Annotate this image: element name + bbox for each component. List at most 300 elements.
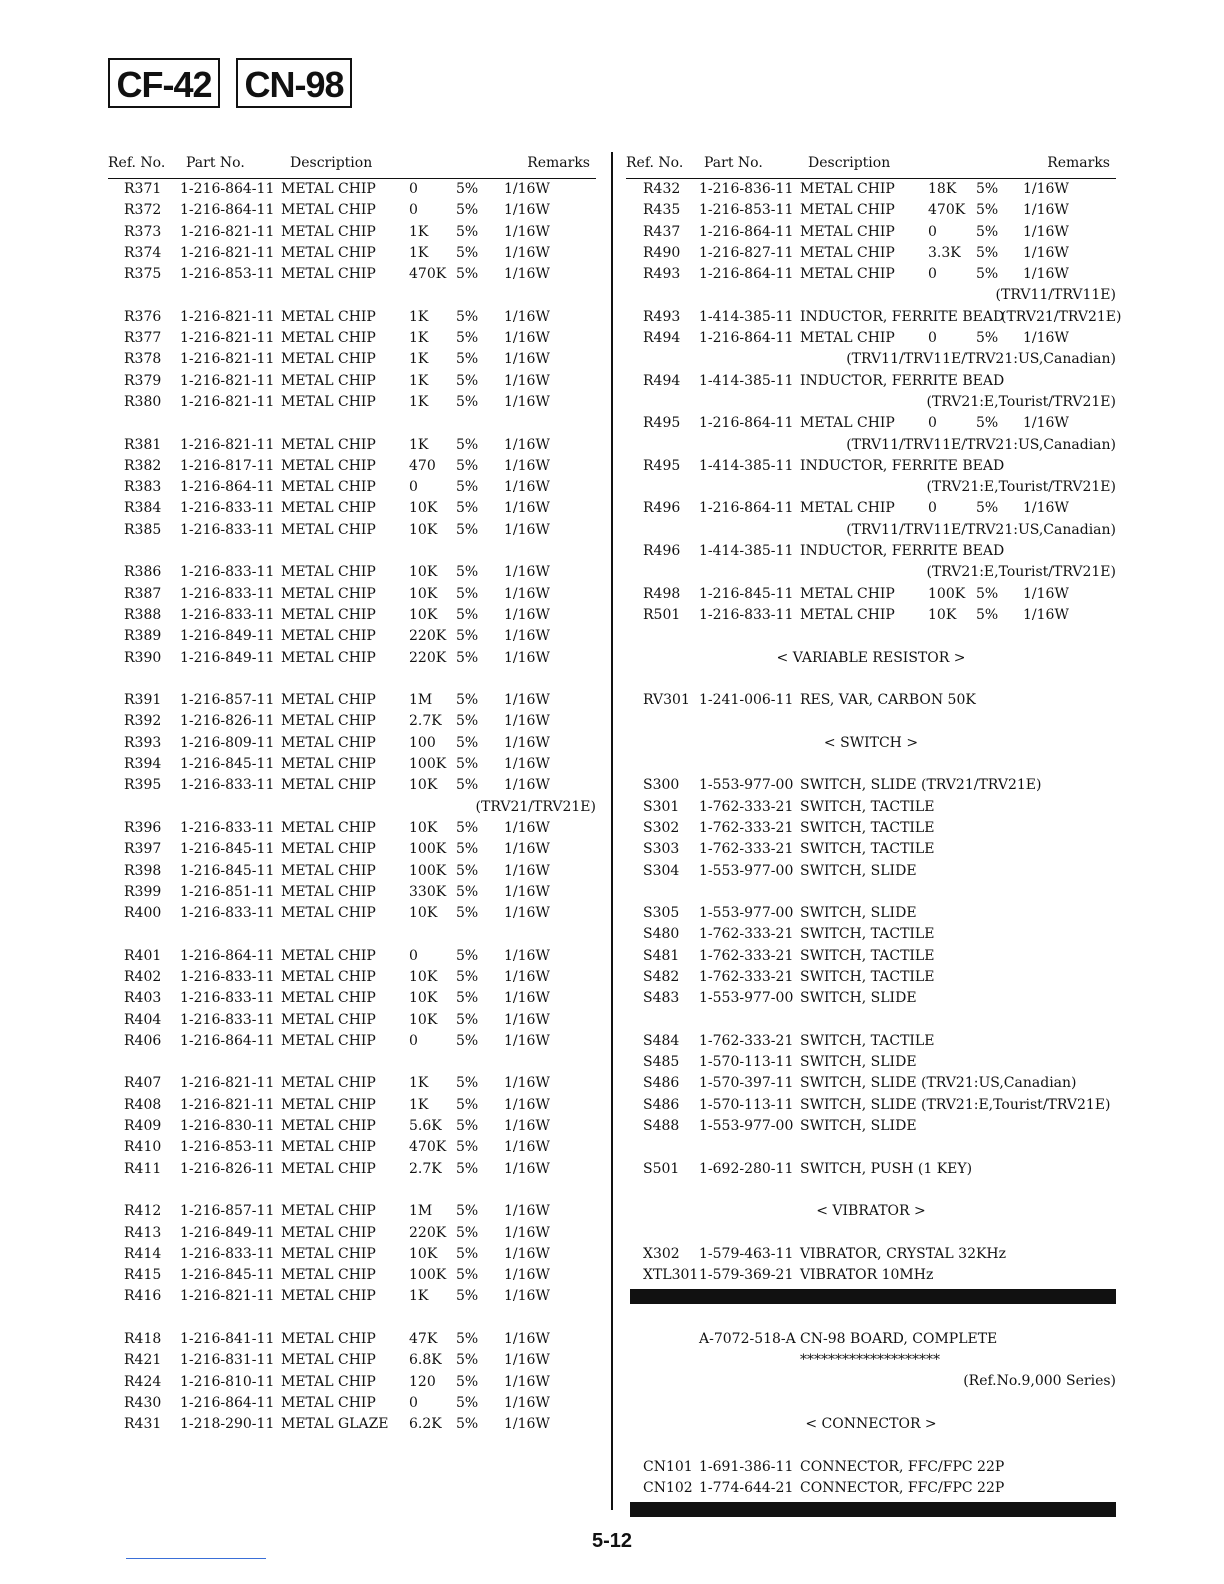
power-cell: 1/16W xyxy=(1023,415,1069,432)
tolerance-cell: 5% xyxy=(456,1096,479,1113)
power-cell: 1/16W xyxy=(504,585,550,602)
part-no-cell: 1-216-830-11 xyxy=(180,1118,275,1135)
value-cell: 10K xyxy=(409,905,438,922)
table-row xyxy=(108,988,596,1009)
power-cell: 1/16W xyxy=(504,351,550,368)
table-row xyxy=(108,1137,596,1158)
part-no-cell: 1-570-397-11 xyxy=(699,1075,794,1092)
table-row xyxy=(108,1116,596,1137)
tolerance-cell: 5% xyxy=(456,1352,479,1369)
part-no-cell: 1-216-833-11 xyxy=(180,500,275,517)
value-cell: 220K xyxy=(409,649,447,666)
ref-cell: R403 xyxy=(124,990,162,1007)
table-row xyxy=(626,818,1116,839)
ref-cell: R384 xyxy=(124,500,162,517)
description-cell: SWITCH, SLIDE xyxy=(800,905,917,922)
table-row xyxy=(108,1095,596,1116)
description-cell: METAL CHIP xyxy=(281,1288,376,1305)
value-cell: 100 xyxy=(409,734,436,751)
value-cell: 0 xyxy=(928,500,937,517)
value-cell: 10K xyxy=(409,990,438,1007)
power-cell: 1/16W xyxy=(504,500,550,517)
table-row xyxy=(626,541,1116,562)
section-heading: < SWITCH > xyxy=(823,734,919,751)
ref-cell: CN101 xyxy=(643,1458,693,1475)
power-cell: 1/16W xyxy=(1023,330,1069,347)
description-cell: INDUCTOR, FERRITE BEAD xyxy=(800,308,1005,325)
value-cell: 470K xyxy=(409,1139,447,1156)
value-cell: 47K xyxy=(409,1331,438,1348)
value-cell: 100K xyxy=(928,585,966,602)
ref-cell: R373 xyxy=(124,223,162,240)
description-cell: SWITCH, SLIDE (TRV21/TRV21E) xyxy=(800,777,1042,794)
power-cell: 1/16W xyxy=(1023,606,1069,623)
row-remark: (TRV11/TRV11E/TRV21:US,Canadian) xyxy=(846,351,1116,368)
ref-cell: R402 xyxy=(124,968,162,985)
description-cell: METAL CHIP xyxy=(281,606,376,623)
description-cell: INDUCTOR, FERRITE BEAD xyxy=(800,457,1005,474)
tolerance-cell: 5% xyxy=(456,521,479,538)
power-cell: 1/16W xyxy=(504,1352,550,1369)
ref-cell: R379 xyxy=(124,372,162,389)
header-remarks: Remarks xyxy=(1047,155,1110,171)
description-cell: SWITCH, SLIDE (TRV21:E,Tourist/TRV21E) xyxy=(800,1096,1111,1113)
row-spacer xyxy=(108,285,596,306)
value-cell: 10K xyxy=(409,606,438,623)
ref-cell: R381 xyxy=(124,436,162,453)
ref-cell: CN102 xyxy=(643,1479,693,1496)
power-cell: 1/16W xyxy=(504,1331,550,1348)
ref-cell: R410 xyxy=(124,1139,162,1156)
part-no-cell: 1-216-849-11 xyxy=(180,1224,275,1241)
tolerance-cell: 5% xyxy=(456,308,479,325)
power-cell: 1/16W xyxy=(504,628,550,645)
part-no-cell: 1-553-977-00 xyxy=(699,990,794,1007)
description-cell: SWITCH, TACTILE xyxy=(800,926,935,943)
ref-cell: R406 xyxy=(124,1032,162,1049)
section-bar xyxy=(630,1289,1116,1304)
table-row xyxy=(626,988,1116,1009)
table-row xyxy=(108,520,596,541)
tolerance-cell: 5% xyxy=(456,457,479,474)
description-cell: CONNECTOR, FFC/FPC 22P xyxy=(800,1479,1005,1496)
value-cell: 1K xyxy=(409,1288,429,1305)
ref-cell: R380 xyxy=(124,393,162,410)
part-no-cell: 1-216-826-11 xyxy=(180,713,275,730)
value-cell: 1K xyxy=(409,1075,429,1092)
part-no-cell: 1-216-857-11 xyxy=(180,1203,275,1220)
table-row xyxy=(626,967,1116,988)
table-row xyxy=(108,1031,596,1052)
part-no-cell: 1-216-810-11 xyxy=(180,1373,275,1390)
part-no-cell: 1-216-864-11 xyxy=(699,330,794,347)
table-row xyxy=(108,1393,596,1414)
row-remark: (Ref.No.9,000 Series) xyxy=(963,1373,1116,1390)
ref-cell: R414 xyxy=(124,1245,162,1262)
power-cell: 1/16W xyxy=(504,223,550,240)
part-no-cell: 1-216-845-11 xyxy=(180,862,275,879)
value-cell: 0 xyxy=(409,1032,418,1049)
ref-cell: S300 xyxy=(643,777,680,794)
ref-cell: R493 xyxy=(643,266,681,283)
table-row xyxy=(108,711,596,732)
power-cell: 1/16W xyxy=(504,1160,550,1177)
row-spacer xyxy=(108,1180,596,1201)
table-row xyxy=(626,179,1116,200)
ref-cell: S482 xyxy=(643,968,680,985)
value-cell: 5.6K xyxy=(409,1118,442,1135)
description-cell: METAL CHIP xyxy=(800,585,895,602)
power-cell: 1/16W xyxy=(504,606,550,623)
parts-list-right xyxy=(626,179,1122,1517)
part-no-cell: 1-216-849-11 xyxy=(180,628,275,645)
ref-cell: R496 xyxy=(643,543,681,560)
model-badge-cf42: CF-42 xyxy=(108,58,220,108)
table-row xyxy=(626,328,1116,349)
tolerance-cell: 5% xyxy=(456,713,479,730)
value-cell: 470K xyxy=(409,266,447,283)
table-row xyxy=(626,1244,1116,1265)
part-no-cell: 1-216-853-11 xyxy=(180,1139,275,1156)
ref-cell: S485 xyxy=(643,1054,680,1071)
description-cell: METAL CHIP xyxy=(281,351,376,368)
description-cell: SWITCH, TACTILE xyxy=(800,947,935,964)
description-cell: METAL CHIP xyxy=(281,628,376,645)
table-row xyxy=(108,456,596,477)
value-cell: 0 xyxy=(409,181,418,197)
tolerance-cell: 5% xyxy=(976,606,999,623)
power-cell: 1/16W xyxy=(504,181,550,197)
power-cell: 1/16W xyxy=(504,649,550,666)
tolerance-cell: 5% xyxy=(456,1267,479,1284)
part-no-cell: 1-216-821-11 xyxy=(180,393,275,410)
part-no-cell: 1-216-821-11 xyxy=(180,1288,275,1305)
power-cell: 1/16W xyxy=(1023,181,1069,197)
power-cell: 1/16W xyxy=(504,457,550,474)
table-row xyxy=(626,903,1116,924)
description-cell: METAL CHIP xyxy=(281,649,376,666)
ref-cell: R493 xyxy=(643,308,681,325)
power-cell: 1/16W xyxy=(504,692,550,709)
ref-cell: S484 xyxy=(643,1032,680,1049)
ref-cell: R407 xyxy=(124,1075,162,1092)
table-row xyxy=(108,243,596,264)
ref-cell: S483 xyxy=(643,990,680,1007)
description-cell: METAL CHIP xyxy=(281,1011,376,1028)
tolerance-cell: 5% xyxy=(456,372,479,389)
value-cell: 1K xyxy=(409,1096,429,1113)
description-cell: METAL CHIP xyxy=(281,564,376,581)
tolerance-cell: 5% xyxy=(976,585,999,602)
part-no-cell: 1-216-831-11 xyxy=(180,1352,275,1369)
table-row xyxy=(626,1095,1116,1116)
table-row xyxy=(108,584,596,605)
ref-cell: R371 xyxy=(124,181,162,197)
description-cell: CN-98 BOARD, COMPLETE xyxy=(800,1330,998,1347)
part-no-cell: 1-414-385-11 xyxy=(699,457,794,474)
part-no-cell: 1-216-833-11 xyxy=(180,777,275,794)
section-heading: < VARIABLE RESISTOR > xyxy=(776,649,966,666)
part-no-cell: 1-216-845-11 xyxy=(180,841,275,858)
description-cell: METAL CHIP xyxy=(281,500,376,517)
row-spacer xyxy=(626,1223,1116,1244)
part-no-cell: 1-216-826-11 xyxy=(180,1160,275,1177)
part-no-cell: 1-579-463-11 xyxy=(699,1245,794,1262)
row-spacer xyxy=(626,1435,1116,1456)
table-row xyxy=(108,946,596,967)
ref-cell: R400 xyxy=(124,905,162,922)
part-no-cell: 1-216-833-11 xyxy=(180,819,275,836)
part-no-cell: 1-216-845-11 xyxy=(180,1267,275,1284)
description-cell: SWITCH, TACTILE xyxy=(800,968,935,985)
description-cell: SWITCH, TACTILE xyxy=(800,1032,935,1049)
part-no-cell: 1-216-833-11 xyxy=(180,1011,275,1028)
ref-cell: R376 xyxy=(124,308,162,325)
description-cell: METAL CHIP xyxy=(281,266,376,283)
ref-cell: R387 xyxy=(124,585,162,602)
description-cell: METAL CHIP xyxy=(281,244,376,261)
ref-cell: R377 xyxy=(124,330,162,347)
part-no-cell: 1-553-977-00 xyxy=(699,1118,794,1135)
ref-cell: R495 xyxy=(643,457,681,474)
description-cell: METAL CHIP xyxy=(281,1331,376,1348)
power-cell: 1/16W xyxy=(504,1011,550,1028)
column-header xyxy=(626,152,1116,179)
part-no-cell: 1-216-833-11 xyxy=(180,585,275,602)
description-cell: METAL CHIP xyxy=(281,1267,376,1284)
tolerance-cell: 5% xyxy=(456,1224,479,1241)
part-no-cell: 1-216-841-11 xyxy=(180,1331,275,1348)
description-cell: METAL CHIP xyxy=(800,181,895,197)
ref-cell: S305 xyxy=(643,905,680,922)
power-cell: 1/16W xyxy=(504,841,550,858)
table-row xyxy=(108,967,596,988)
table-row xyxy=(108,733,596,754)
table-row xyxy=(626,584,1116,605)
table-row xyxy=(108,1350,596,1371)
ref-cell: R383 xyxy=(124,479,162,496)
part-no-cell: 1-216-851-11 xyxy=(180,883,275,900)
page-number: 5-12 xyxy=(591,1530,633,1552)
table-row xyxy=(108,690,596,711)
part-no-cell: 1-762-333-21 xyxy=(699,947,794,964)
value-cell: 1K xyxy=(409,244,429,261)
section-bar xyxy=(630,1502,1116,1517)
power-cell: 1/16W xyxy=(1023,223,1069,240)
description-cell: SWITCH, TACTILE xyxy=(800,819,935,836)
table-row xyxy=(626,690,1116,711)
description-cell: METAL CHIP xyxy=(281,947,376,964)
part-no-cell: 1-216-853-11 xyxy=(180,266,275,283)
part-no-cell: 1-216-833-11 xyxy=(180,990,275,1007)
table-row xyxy=(626,1159,1116,1180)
part-no-cell: 1-414-385-11 xyxy=(699,543,794,560)
table-row xyxy=(108,392,596,413)
tolerance-cell: 5% xyxy=(456,181,479,197)
row-spacer xyxy=(108,669,596,690)
description-cell: SWITCH, PUSH (1 KEY) xyxy=(800,1160,973,1177)
ref-cell: R437 xyxy=(643,223,681,240)
power-cell: 1/16W xyxy=(504,756,550,773)
ref-cell: S302 xyxy=(643,819,680,836)
tolerance-cell: 5% xyxy=(456,1032,479,1049)
table-row xyxy=(108,1286,596,1307)
value-cell: 470K xyxy=(928,202,966,219)
tolerance-cell: 5% xyxy=(456,244,479,261)
tolerance-cell: 5% xyxy=(456,585,479,602)
part-no-cell: 1-216-864-11 xyxy=(180,202,275,219)
tolerance-cell: 5% xyxy=(456,223,479,240)
ref-cell: XTL301 xyxy=(643,1267,699,1284)
part-no-cell: 1-216-836-11 xyxy=(699,181,794,197)
part-no-cell: 1-216-827-11 xyxy=(699,244,794,261)
part-no-cell: 1-216-821-11 xyxy=(180,308,275,325)
tolerance-cell: 5% xyxy=(456,756,479,773)
table-row xyxy=(626,413,1116,434)
row-spacer xyxy=(626,711,1116,732)
table-row xyxy=(626,307,1122,328)
tolerance-cell: 5% xyxy=(456,500,479,517)
tolerance-cell: 5% xyxy=(456,1394,479,1411)
description-cell: VIBRATOR 10MHz xyxy=(800,1267,934,1284)
description-cell: METAL CHIP xyxy=(281,734,376,751)
table-row xyxy=(108,222,596,243)
tolerance-cell: 5% xyxy=(976,223,999,240)
power-cell: 1/16W xyxy=(504,393,550,410)
part-no-cell: 1-216-833-11 xyxy=(699,606,794,623)
part-no-cell: A-7072-518-A xyxy=(699,1330,796,1347)
description-cell: METAL CHIP xyxy=(281,1096,376,1113)
ref-cell: R490 xyxy=(643,244,681,261)
power-cell: 1/16W xyxy=(504,1075,550,1092)
part-no-cell: 1-762-333-21 xyxy=(699,926,794,943)
description-cell: SWITCH, TACTILE xyxy=(800,798,935,815)
description-cell: METAL CHIP xyxy=(281,1224,376,1241)
table-row xyxy=(108,371,596,392)
power-cell: 1/16W xyxy=(504,990,550,1007)
power-cell: 1/16W xyxy=(504,266,550,283)
table-row xyxy=(626,243,1116,264)
ref-cell: S303 xyxy=(643,841,680,858)
description-cell: METAL CHIP xyxy=(800,415,895,432)
row-remark: (TRV11/TRV11E/TRV21:US,Canadian) xyxy=(846,521,1116,538)
part-no-cell: 1-216-833-11 xyxy=(180,905,275,922)
ref-cell: R412 xyxy=(124,1203,162,1220)
ref-cell: S304 xyxy=(643,862,680,879)
value-cell: 10K xyxy=(409,1011,438,1028)
description-cell: VIBRATOR, CRYSTAL 32KHz xyxy=(800,1245,1007,1262)
table-row xyxy=(626,605,1116,626)
asterisk-rule: ******************** xyxy=(800,1352,940,1369)
value-cell: 10K xyxy=(409,585,438,602)
header-remarks: Remarks xyxy=(527,155,590,171)
tolerance-cell: 5% xyxy=(456,1288,479,1305)
description-cell: METAL CHIP xyxy=(281,479,376,496)
table-row xyxy=(626,1052,1116,1073)
part-no-cell: 1-216-821-11 xyxy=(180,372,275,389)
description-cell: METAL CHIP xyxy=(281,905,376,922)
part-no-cell: 1-216-864-11 xyxy=(180,1394,275,1411)
tolerance-cell: 5% xyxy=(456,1245,479,1262)
ref-cell: R498 xyxy=(643,585,681,602)
power-cell: 1/16W xyxy=(504,1245,550,1262)
part-no-cell: 1-216-853-11 xyxy=(699,202,794,219)
ref-cell: R421 xyxy=(124,1352,162,1369)
parts-list-left xyxy=(108,179,596,1436)
table-row xyxy=(626,264,1116,285)
value-cell: 120 xyxy=(409,1373,436,1390)
value-cell: 10K xyxy=(409,777,438,794)
table-row xyxy=(626,498,1116,519)
tolerance-cell: 5% xyxy=(456,1075,479,1092)
table-row xyxy=(626,1073,1116,1094)
table-row xyxy=(108,498,596,519)
part-no-cell: 1-774-644-21 xyxy=(699,1479,794,1496)
table-row xyxy=(108,1265,596,1286)
table-row xyxy=(108,818,596,839)
value-cell: 330K xyxy=(409,883,447,900)
table-row xyxy=(626,456,1116,477)
value-cell: 10K xyxy=(409,968,438,985)
ref-cell: S501 xyxy=(643,1160,680,1177)
part-no-cell: 1-241-006-11 xyxy=(699,692,794,709)
power-cell: 1/16W xyxy=(504,1373,550,1390)
table-row xyxy=(108,1010,596,1031)
value-cell: 18K xyxy=(928,181,957,197)
power-cell: 1/16W xyxy=(504,372,550,389)
tolerance-cell: 5% xyxy=(456,479,479,496)
description-cell: METAL CHIP xyxy=(281,862,376,879)
value-cell: 1M xyxy=(409,692,433,709)
description-cell: METAL GLAZE xyxy=(281,1416,389,1433)
row-remark: (TRV21:E,Tourist/TRV21E) xyxy=(926,479,1116,496)
table-row xyxy=(626,861,1116,882)
part-no-cell: 1-216-833-11 xyxy=(180,521,275,538)
description-cell: METAL CHIP xyxy=(281,585,376,602)
power-cell: 1/16W xyxy=(504,947,550,964)
tolerance-cell: 5% xyxy=(976,266,999,283)
row-remark: (TRV11/TRV11E/TRV21:US,Canadian) xyxy=(846,436,1116,453)
ref-cell: R386 xyxy=(124,564,162,581)
tolerance-cell: 5% xyxy=(976,244,999,261)
power-cell: 1/16W xyxy=(504,436,550,453)
ref-cell: R399 xyxy=(124,883,162,900)
ref-cell: R382 xyxy=(124,457,162,474)
tolerance-cell: 5% xyxy=(976,330,999,347)
tolerance-cell: 5% xyxy=(456,1011,479,1028)
tolerance-cell: 5% xyxy=(976,500,999,517)
description-cell: METAL CHIP xyxy=(281,819,376,836)
tolerance-cell: 5% xyxy=(456,692,479,709)
description-cell: METAL CHIP xyxy=(281,692,376,709)
part-no-cell: 1-216-864-11 xyxy=(180,181,275,197)
value-cell: 0 xyxy=(409,947,418,964)
part-no-cell: 1-216-821-11 xyxy=(180,436,275,453)
header-part: Part No. xyxy=(704,155,763,171)
table-row xyxy=(626,200,1116,221)
power-cell: 1/16W xyxy=(504,1203,550,1220)
description-cell: METAL CHIP xyxy=(800,266,895,283)
value-cell: 1K xyxy=(409,351,429,368)
table-row xyxy=(108,349,596,370)
power-cell: 1/16W xyxy=(504,308,550,325)
description-cell: METAL CHIP xyxy=(281,202,376,219)
ref-cell: R374 xyxy=(124,244,162,261)
description-cell: METAL CHIP xyxy=(800,244,895,261)
description-cell: METAL CHIP xyxy=(281,521,376,538)
tolerance-cell: 5% xyxy=(456,202,479,219)
power-cell: 1/16W xyxy=(504,1118,550,1135)
